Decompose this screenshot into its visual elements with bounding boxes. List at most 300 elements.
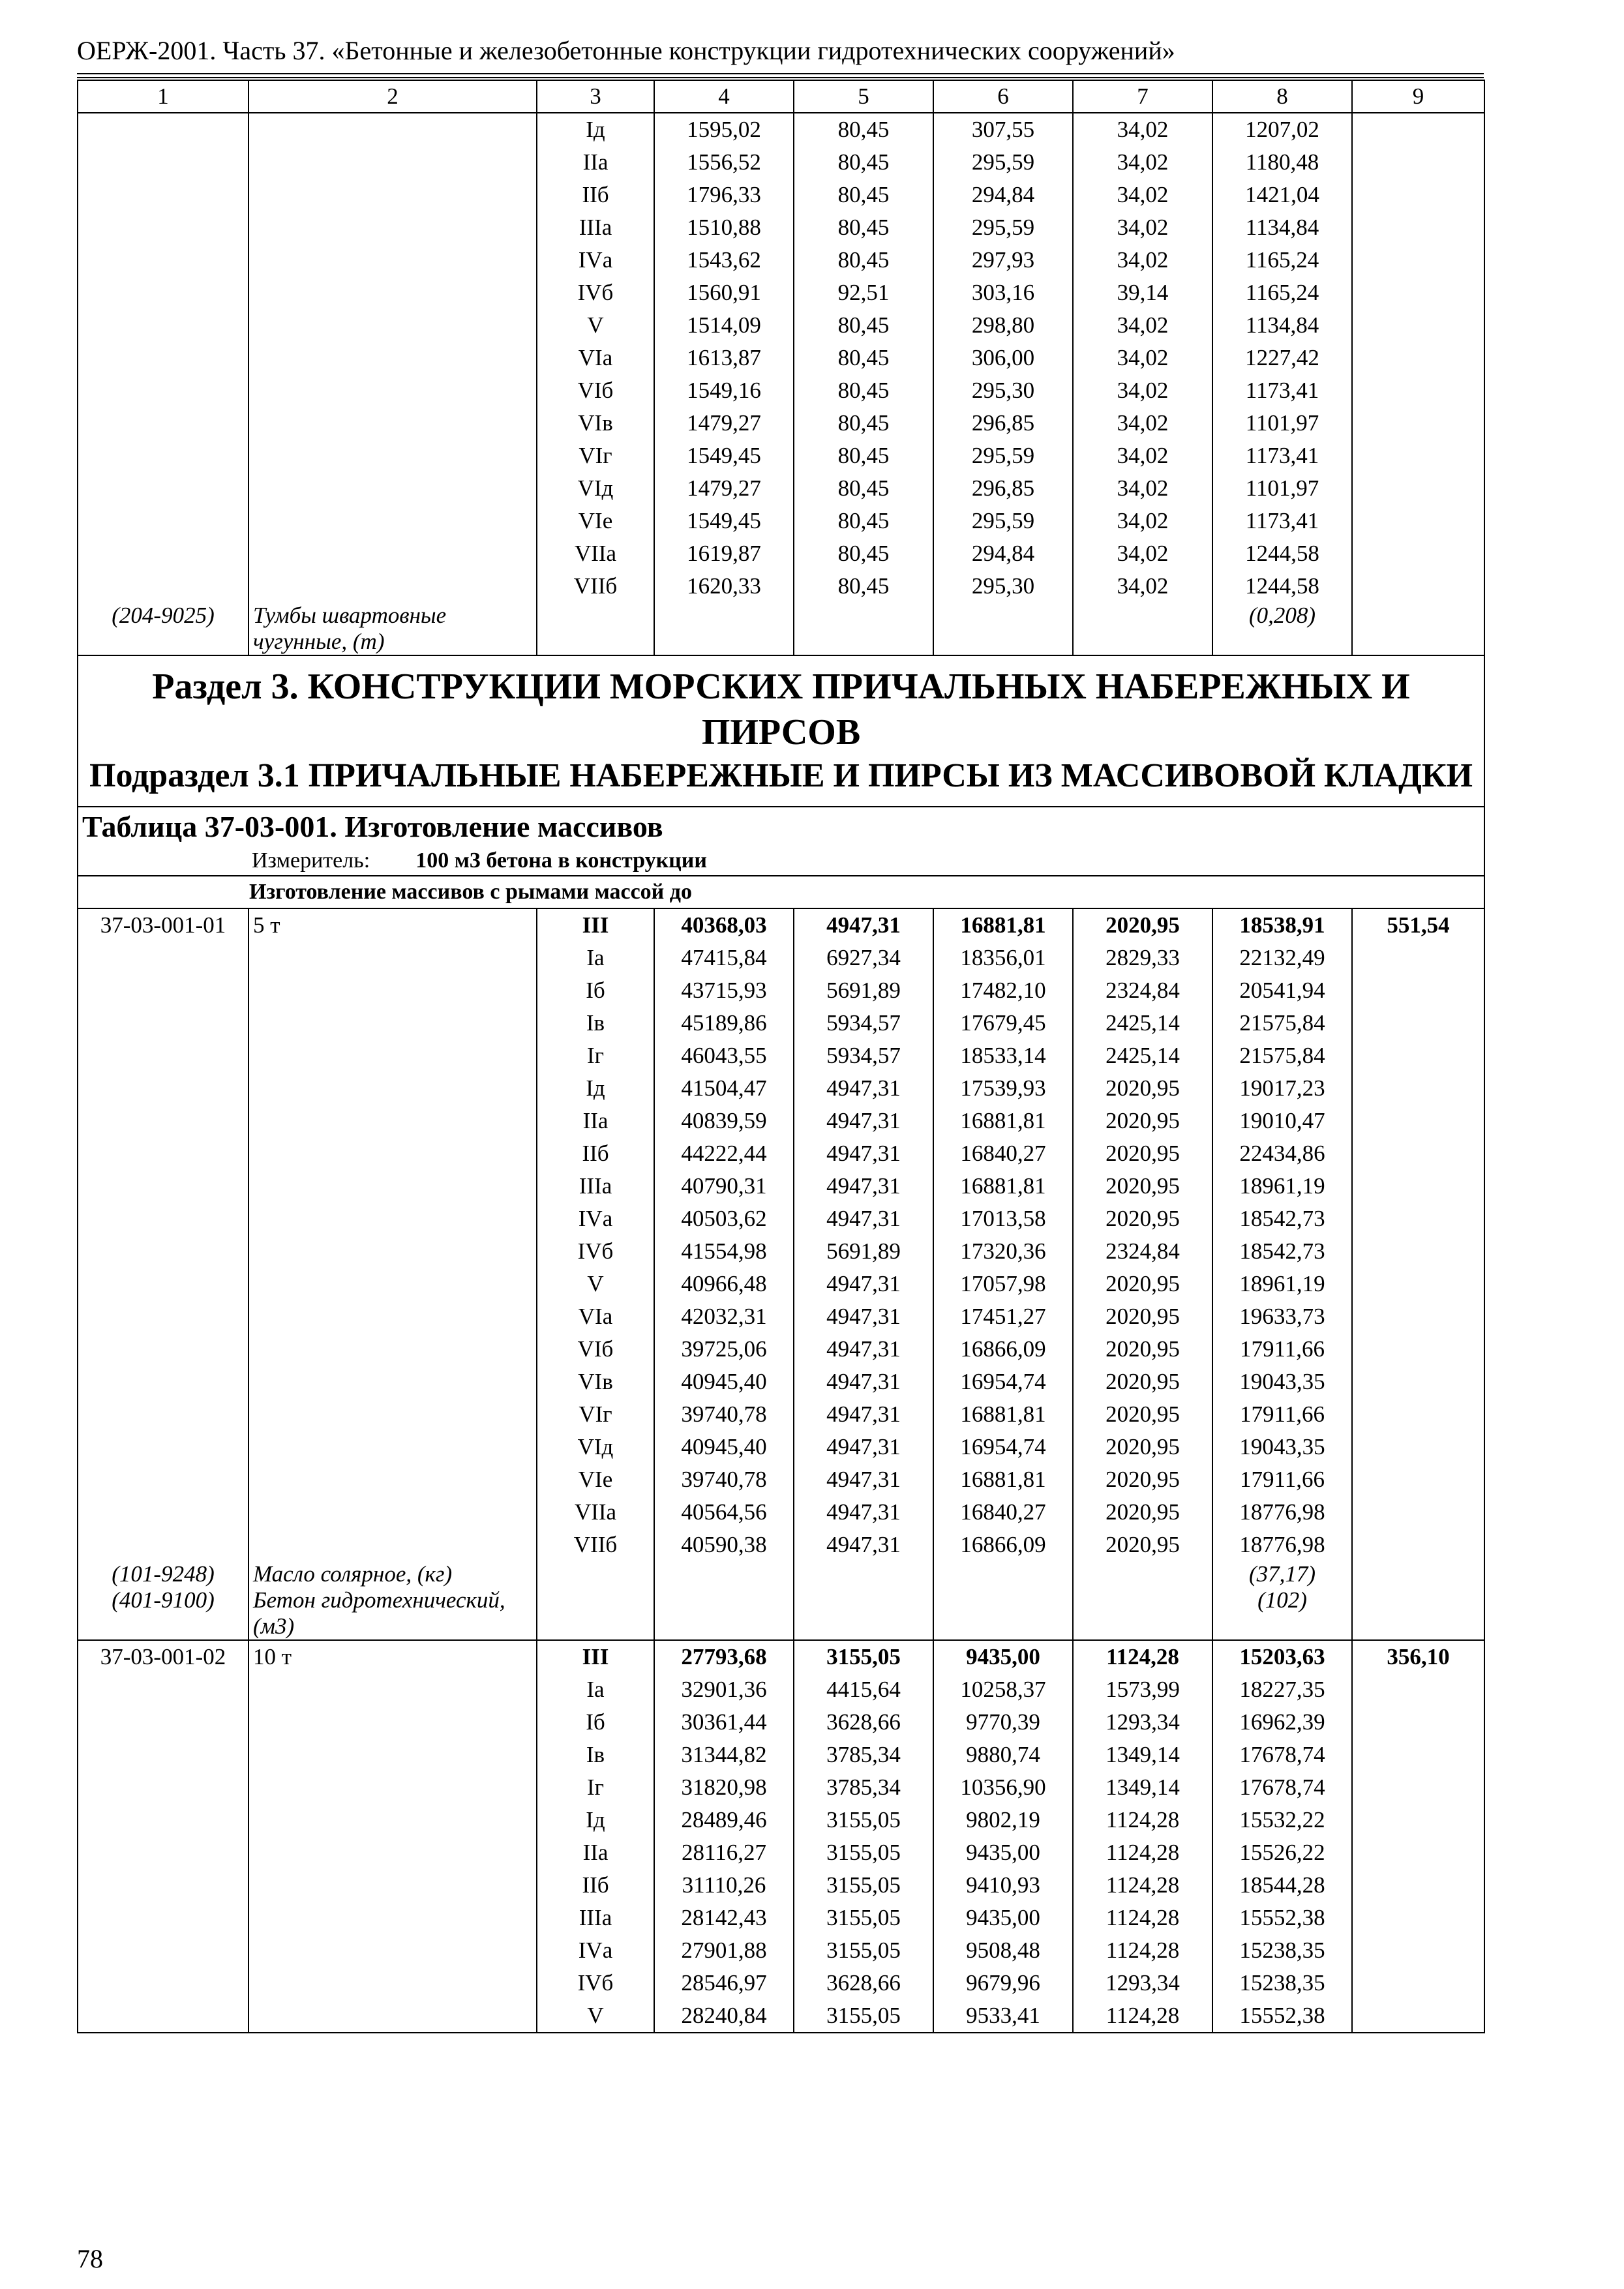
value-cell: 9880,74 [933,1739,1073,1771]
value-cell: 15552,38 [1212,1999,1352,2033]
zone-cell: IIб [537,1869,654,1902]
value-cell: 34,02 [1073,374,1212,407]
zone-cell: IIIа [537,1170,654,1203]
value-cell: 3155,05 [794,1804,933,1836]
value-cell: 21575,84 [1212,1040,1352,1072]
value-cell: 17911,66 [1212,1398,1352,1431]
value-cell: 5934,57 [794,1007,933,1040]
value-cell: 4947,31 [794,908,933,942]
value-cell: 9435,00 [933,1836,1073,1869]
table-cell [794,1561,933,1587]
value-cell: 2020,95 [1073,1496,1212,1529]
value-cell: 298,80 [933,309,1073,342]
table-row [78,1268,1484,1300]
table-cell [794,1587,933,1640]
zone-cell: IVб [537,277,654,309]
value-cell: 1165,24 [1212,277,1352,309]
name-cell [248,1869,537,1902]
value-cell: 295,59 [933,211,1073,244]
code-cell [78,1771,248,1804]
value-cell: 19633,73 [1212,1300,1352,1333]
zone-cell: Iв [537,1739,654,1771]
code-cell [78,146,248,179]
table-row [78,1072,1484,1105]
value-cell: 1573,99 [1073,1673,1212,1706]
value-cell: 1549,45 [654,505,794,537]
value-cell: 1124,28 [1073,1804,1212,1836]
table-row [78,1137,1484,1170]
table-cell [1073,603,1212,655]
value-cell [1352,1333,1484,1366]
name-cell [248,1836,537,1869]
value-cell: 18227,35 [1212,1673,1352,1706]
value-cell: 2020,95 [1073,1203,1212,1235]
code-cell [78,472,248,505]
zone-cell: VIIб [537,1529,654,1561]
value-cell: 4947,31 [794,1072,933,1105]
item-code: 37-03-001-02 [78,1640,248,1673]
value-cell: 3785,34 [794,1771,933,1804]
name-cell [248,570,537,603]
zone-cell: V [537,1268,654,1300]
zone-cell: VIд [537,1431,654,1463]
value-cell [1352,942,1484,974]
value-cell: 18961,19 [1212,1268,1352,1300]
value-cell: 3628,66 [794,1967,933,1999]
code-cell [78,1072,248,1105]
name-cell [248,1431,537,1463]
value-cell: 295,59 [933,440,1073,472]
code-cell [78,1431,248,1463]
value-cell [1352,472,1484,505]
value-cell: 4947,31 [794,1300,933,1333]
value-cell [1352,1739,1484,1771]
value-cell: 34,02 [1073,440,1212,472]
value-cell [1352,974,1484,1007]
value-cell [1352,407,1484,440]
table-cell [794,603,933,655]
table-title: Таблица 37-03-001. Изготовление массивов [82,810,663,843]
value-cell: 3628,66 [794,1706,933,1739]
value-cell: 18776,98 [1212,1496,1352,1529]
code-cell [78,1934,248,1967]
table-cell [537,603,654,655]
code-cell [78,1739,248,1771]
value-cell: 6927,34 [794,942,933,974]
value-cell: 4947,31 [794,1366,933,1398]
name-cell [248,942,537,974]
code-cell [78,342,248,374]
table-row [78,1333,1484,1366]
value-cell: 17679,45 [933,1007,1073,1040]
zone-cell: Iб [537,1706,654,1739]
value-cell: 2324,84 [1073,974,1212,1007]
value-cell: 9533,41 [933,1999,1073,2033]
resource-amount: (102) [1212,1587,1352,1640]
value-cell: 4947,31 [794,1431,933,1463]
value-cell: 9508,48 [933,1934,1073,1967]
zone-cell: VIг [537,1398,654,1431]
resource-row [78,1561,1484,1587]
value-cell: 2020,95 [1073,1105,1212,1137]
value-cell: 4947,31 [794,1170,933,1203]
table-cell [1073,1587,1212,1640]
value-cell: 1207,02 [1212,113,1352,146]
column-number: 1 [78,80,248,113]
value-cell: 18538,91 [1212,908,1352,942]
value-cell: 295,59 [933,505,1073,537]
table-row [78,1836,1484,1869]
table-row [78,1771,1484,1804]
value-cell [1352,1235,1484,1268]
zone-cell: IVб [537,1967,654,1999]
value-cell: 34,02 [1073,472,1212,505]
value-cell: 15238,35 [1212,1934,1352,1967]
table-row [78,277,1484,309]
value-cell [1352,1771,1484,1804]
value-cell: 31820,98 [654,1771,794,1804]
zone-cell: Iг [537,1040,654,1072]
name-cell [248,1804,537,1836]
value-cell: 2020,95 [1073,1529,1212,1561]
value-cell: 296,85 [933,472,1073,505]
zone-cell: Iа [537,1673,654,1706]
value-cell: 1510,88 [654,211,794,244]
name-cell [248,440,537,472]
value-cell: 80,45 [794,342,933,374]
value-cell: 1101,97 [1212,472,1352,505]
value-cell: 1514,09 [654,309,794,342]
value-cell: 296,85 [933,407,1073,440]
value-cell: 31110,26 [654,1869,794,1902]
zone-cell: VIе [537,505,654,537]
value-cell: 3155,05 [794,1640,933,1673]
table-row [78,211,1484,244]
zone-cell: VIг [537,440,654,472]
code-cell [78,974,248,1007]
value-cell: 34,02 [1073,570,1212,603]
value-cell: 16881,81 [933,908,1073,942]
table-cell [654,603,794,655]
value-cell: 294,84 [933,179,1073,211]
value-cell: 40503,62 [654,1203,794,1235]
value-cell: 40945,40 [654,1431,794,1463]
name-cell [248,179,537,211]
value-cell: 39725,06 [654,1333,794,1366]
value-cell: 47415,84 [654,942,794,974]
value-cell: 16881,81 [933,1463,1073,1496]
value-cell: 1180,48 [1212,146,1352,179]
code-cell [78,1463,248,1496]
value-cell: 80,45 [794,146,933,179]
zone-cell: VIе [537,1463,654,1496]
value-cell: 16954,74 [933,1431,1073,1463]
value-cell: 551,54 [1352,908,1484,942]
table-row [78,309,1484,342]
subheader: Изготовление массивов с рымами массой до [78,876,1484,908]
code-cell [78,211,248,244]
item-code: 37-03-001-01 [78,908,248,942]
value-cell: 18356,01 [933,942,1073,974]
value-cell: 297,93 [933,244,1073,277]
code-cell [78,1366,248,1398]
value-cell: 1293,34 [1073,1967,1212,1999]
zone-cell: V [537,1999,654,2033]
name-cell [248,1529,537,1561]
header-rule-double [77,77,1484,78]
value-cell: 44222,44 [654,1137,794,1170]
table-cell [537,1587,654,1640]
value-cell: 80,45 [794,440,933,472]
code-cell [78,1804,248,1836]
name-cell [248,1771,537,1804]
value-cell: 17482,10 [933,974,1073,1007]
table-title-row [78,807,1484,876]
value-cell: 1549,16 [654,374,794,407]
value-cell: 34,02 [1073,309,1212,342]
code-cell [78,1529,248,1561]
code-cell [78,440,248,472]
zone-cell: VIв [537,407,654,440]
value-cell: 22434,86 [1212,1137,1352,1170]
value-cell: 80,45 [794,309,933,342]
value-cell: 18542,73 [1212,1235,1352,1268]
value-cell: 10356,90 [933,1771,1073,1804]
code-cell [78,1040,248,1072]
resource-code: (101-9248) [78,1561,248,1587]
value-cell: 1293,34 [1073,1706,1212,1739]
meter-line [82,846,1480,875]
table-row [78,179,1484,211]
running-header: ОЕРЖ-2001. Часть 37. «Бетонные и железобетонные конструкции гидротехнических сооружений» [77,36,1175,65]
value-cell: 1244,58 [1212,537,1352,570]
value-cell: 39,14 [1073,277,1212,309]
name-cell [248,146,537,179]
table-cell [933,603,1073,655]
value-cell: 16866,09 [933,1333,1073,1366]
value-cell [1352,570,1484,603]
value-cell: 28142,43 [654,1902,794,1934]
table-cell [1073,1561,1212,1587]
value-cell: 295,30 [933,570,1073,603]
value-cell: 40966,48 [654,1268,794,1300]
table-row [78,1235,1484,1268]
value-cell: 4947,31 [794,1203,933,1235]
zone-cell: V [537,309,654,342]
code-cell [78,1902,248,1934]
value-cell: 2020,95 [1073,1333,1212,1366]
value-cell: 39740,78 [654,1463,794,1496]
code-cell [78,942,248,974]
zone-cell: Iа [537,942,654,974]
value-cell: 40368,03 [654,908,794,942]
value-cell: 39740,78 [654,1398,794,1431]
value-cell: 17911,66 [1212,1463,1352,1496]
value-cell: 22132,49 [1212,942,1352,974]
column-number: 4 [654,80,794,113]
name-cell [248,407,537,440]
value-cell: 2020,95 [1073,1398,1212,1431]
name-cell [248,1398,537,1431]
resource-amount: (37,17) [1212,1561,1352,1587]
value-cell: 4947,31 [794,1496,933,1529]
name-cell [248,974,537,1007]
value-cell: 10258,37 [933,1673,1073,1706]
resource-name: Бетон гидротехнический, (м3) [248,1587,537,1640]
value-cell [1352,244,1484,277]
name-cell [248,1333,537,1366]
value-cell [1352,1137,1484,1170]
value-cell: 1560,91 [654,277,794,309]
resource-code: (401-9100) [78,1587,248,1640]
value-cell: 18776,98 [1212,1529,1352,1561]
table-cell [1352,1561,1484,1587]
meter-value: 100 м3 бетона в конструкции [415,848,707,873]
value-cell: 28240,84 [654,1999,794,2033]
value-cell: 2020,95 [1073,1300,1212,1333]
name-cell [248,1072,537,1105]
code-cell [78,113,248,146]
value-cell: 46043,55 [654,1040,794,1072]
price-table [77,80,1485,2033]
value-cell: 34,02 [1073,113,1212,146]
value-cell: 356,10 [1352,1640,1484,1673]
value-cell: 92,51 [794,277,933,309]
code-cell [78,1333,248,1366]
name-cell [248,244,537,277]
resource-row [78,603,1484,655]
value-cell: 2020,95 [1073,1463,1212,1496]
value-cell [1352,1999,1484,2033]
value-cell: 17678,74 [1212,1771,1352,1804]
name-cell [248,1739,537,1771]
value-cell: 1349,14 [1073,1739,1212,1771]
resource-code: (204-9025) [78,603,248,655]
section-row [78,655,1484,807]
value-cell: 1549,45 [654,440,794,472]
column-number: 6 [933,80,1073,113]
resource-row [78,1587,1484,1640]
subheader-row [78,876,1484,908]
value-cell: 17451,27 [933,1300,1073,1333]
resource-name: Масло солярное, (кг) [248,1561,537,1587]
code-cell [78,1268,248,1300]
value-cell: 40790,31 [654,1170,794,1203]
table-row [78,1529,1484,1561]
zone-cell: III [537,908,654,942]
zone-cell: VIв [537,1366,654,1398]
code-cell [78,1007,248,1040]
column-number: 3 [537,80,654,113]
zone-cell: VIа [537,342,654,374]
value-cell: 16840,27 [933,1496,1073,1529]
value-cell: 1796,33 [654,179,794,211]
value-cell: 2020,95 [1073,1431,1212,1463]
value-cell: 34,02 [1073,342,1212,374]
value-cell [1352,146,1484,179]
table-row [78,1007,1484,1040]
value-cell: 4947,31 [794,1268,933,1300]
value-cell: 2425,14 [1073,1007,1212,1040]
name-cell [248,1934,537,1967]
zone-cell: VIд [537,472,654,505]
zone-cell: VIIа [537,1496,654,1529]
item-name: 5 т [248,908,537,942]
name-cell [248,1463,537,1496]
value-cell: 19017,23 [1212,1072,1352,1105]
value-cell: 16962,39 [1212,1706,1352,1739]
value-cell: 80,45 [794,211,933,244]
zone-cell: IIIа [537,211,654,244]
value-cell: 9435,00 [933,1640,1073,1673]
value-cell: 1124,28 [1073,1836,1212,1869]
value-cell: 28489,46 [654,1804,794,1836]
value-cell [1352,1398,1484,1431]
code-cell [78,1999,248,2033]
table-row [78,974,1484,1007]
value-cell: 1479,27 [654,472,794,505]
zone-cell: IIа [537,146,654,179]
value-cell: 2020,95 [1073,1268,1212,1300]
table-heading [78,807,1484,876]
value-cell [1352,440,1484,472]
value-cell [1352,537,1484,570]
value-cell: 17057,98 [933,1268,1073,1300]
table-row [78,1902,1484,1934]
value-cell [1352,1902,1484,1934]
code-cell [78,1673,248,1706]
value-cell [1352,179,1484,211]
item-main-row [78,1640,1484,1673]
value-cell [1352,211,1484,244]
value-cell: 2020,95 [1073,1366,1212,1398]
value-cell [1352,1072,1484,1105]
section-title: Раздел 3. КОНСТРУКЦИИ МОРСКИХ ПРИЧАЛЬНЫХ НАБЕРЕЖНЫХ И ПИРСОВ [152,666,1410,753]
value-cell: 17539,93 [933,1072,1073,1105]
zone-cell: Iв [537,1007,654,1040]
name-cell [248,1170,537,1203]
value-cell: 1165,24 [1212,244,1352,277]
value-cell [1352,1170,1484,1203]
value-cell: 34,02 [1073,146,1212,179]
value-cell: 1173,41 [1212,505,1352,537]
table-cell [654,1587,794,1640]
value-cell: 1613,87 [654,342,794,374]
value-cell: 80,45 [794,537,933,570]
value-cell: 31344,82 [654,1739,794,1771]
value-cell: 2324,84 [1073,1235,1212,1268]
value-cell: 80,45 [794,407,933,440]
name-cell [248,342,537,374]
column-number: 9 [1352,80,1484,113]
value-cell: 3155,05 [794,1934,933,1967]
code-cell [78,1496,248,1529]
table-row [78,1170,1484,1203]
name-cell [248,1040,537,1072]
name-cell [248,374,537,407]
value-cell: 18544,28 [1212,1869,1352,1902]
value-cell [1352,1268,1484,1300]
value-cell [1352,309,1484,342]
value-cell [1352,1105,1484,1137]
value-cell: 4947,31 [794,1137,933,1170]
value-cell: 294,84 [933,537,1073,570]
section-heading [78,655,1484,807]
zone-cell: VIIб [537,570,654,603]
code-cell [78,570,248,603]
page-number: 78 [77,2244,103,2273]
value-cell: 15203,63 [1212,1640,1352,1673]
